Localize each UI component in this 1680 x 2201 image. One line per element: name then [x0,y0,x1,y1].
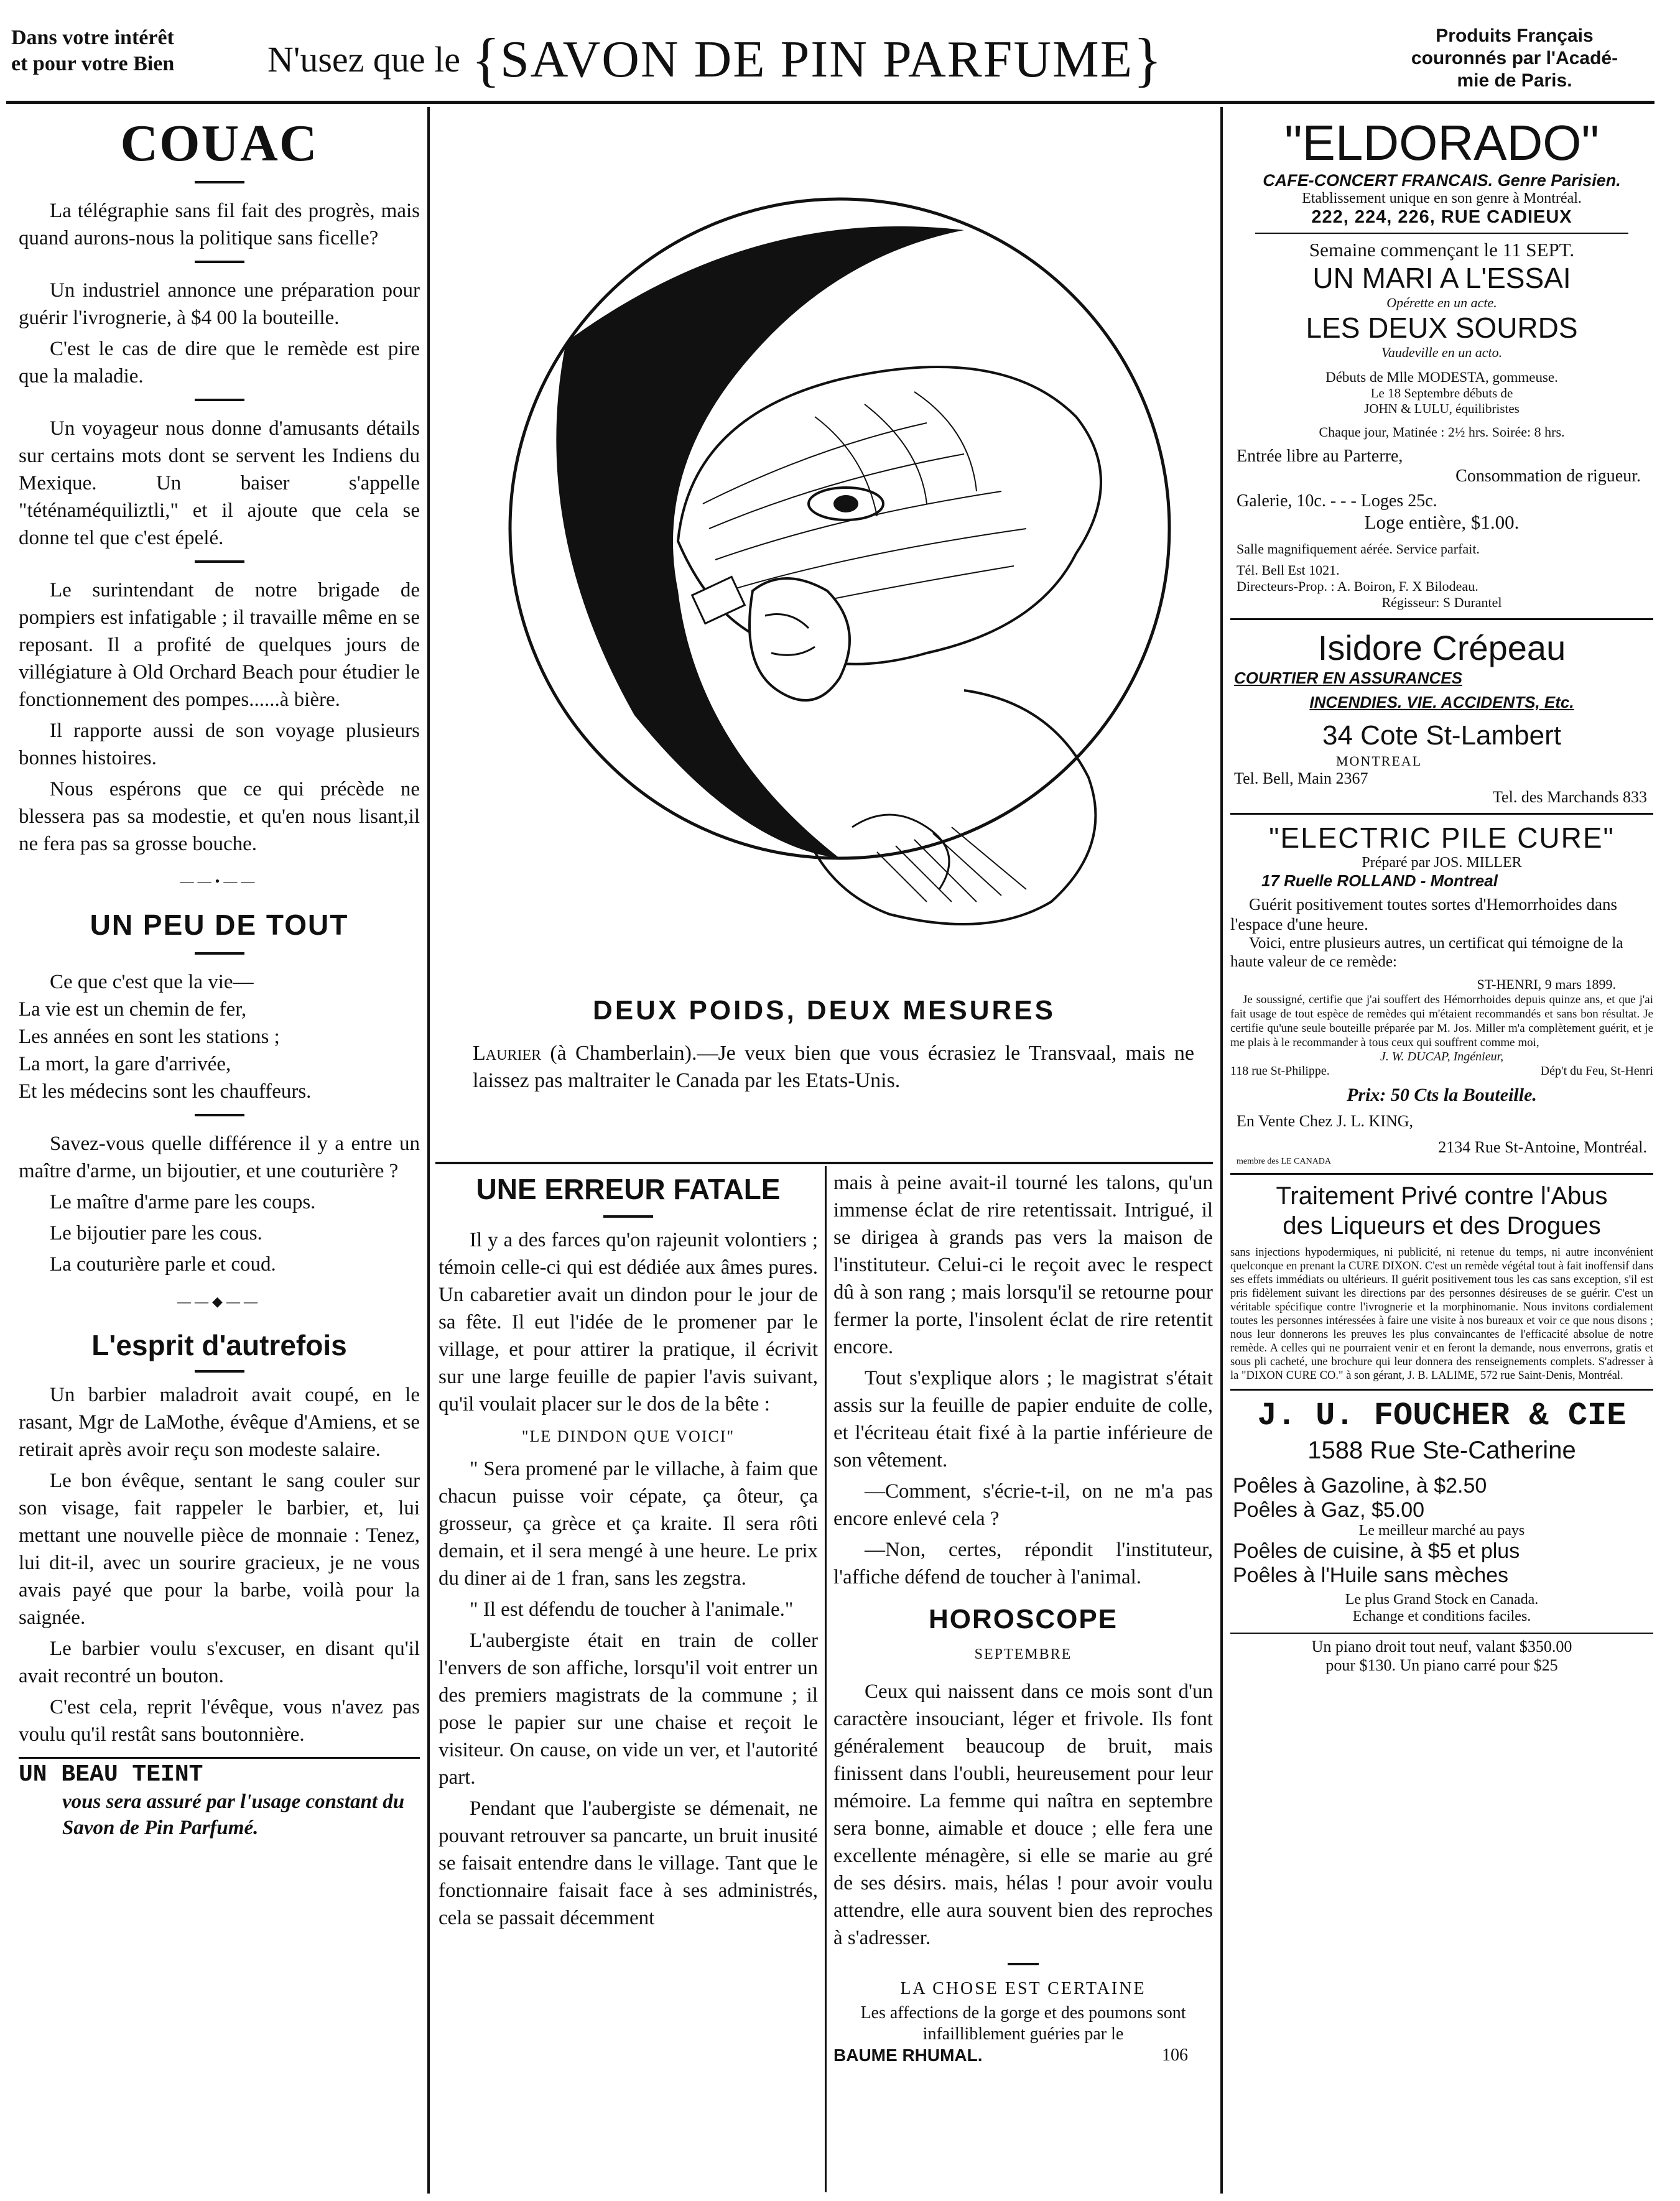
divider [1255,233,1628,234]
cartoon-bottom-rule [435,1162,1213,1164]
pile-address: 17 Ruelle ROLLAND - Montreal [1261,871,1498,890]
eldorado-debut: Débuts de Mlle MODESTA, gommeuse. [1325,369,1558,385]
pile-l1: Guérit positivement toutes sortes d'Hemorrhoides dans l'espace d'une heure. [1230,895,1618,934]
pile-sign2 [1230,1064,1653,1078]
erreur-para: —Non, certes, répondit l'instituteur, l'affiche défend de toucher à l'animal. [833,1539,1213,1588]
separator [195,1370,244,1373]
eldorado-debut: JOHN & LULU, équilibristes [1364,401,1520,416]
eldorado-show2: LES DEUX SOURDS [1306,312,1578,344]
eldorado-debut: Le 18 Septembre débuts de [1370,386,1513,401]
eldorado-week: Semaine commençant le 11 SEPT. [1309,239,1575,261]
eldorado-subtitle: CAFE-CONCERT FRANCAIS. Genre Parisien. [1263,171,1621,190]
pile-sign2a: 118 rue St-Philippe. [1230,1064,1330,1078]
couac-item: C'est le cas de dire que le remède est pire que la maladie. [19,338,420,387]
pile-sign: J. W. DUCAP, Ingénieur, [1380,1050,1504,1063]
pile-title: "ELECTRIC PILE CURE" [1269,822,1615,854]
separator [603,1215,653,1218]
crepeau-tel: Tel. Bell, Main 2367 [1234,769,1368,787]
foucher-name: J. U. FOUCHER & CIE [1257,1397,1627,1434]
poem-line: Et les médecins sont les chauffeurs. [19,1080,312,1103]
eldorado-address: 222, 224, 226, RUE CADIEUX [1311,207,1572,227]
foucher-line: Poêles à l'Huile sans mèches [1233,1564,1509,1587]
eldorado-entry: Consommation de rigueur. [1455,466,1641,486]
eldorado-show1-sub: Opérette en un acte. [1386,295,1497,310]
erreur-para: Tout s'explique alors ; le magistrat s'était assis sur la feuille de papier enduite de colle, et l'écriteau était fixé à la partie inférieure de son vêtement. [833,1367,1213,1471]
brace-left: { [471,26,501,93]
eldorado-salle: Salle magnifiquement aérée. Service parfait. [1237,541,1480,557]
couac-item: La télégraphie sans fil fait des progrès, mais quand aurons-nous la politique sans ficelle? [19,200,420,249]
foucher-line: Le plus Grand Stock en Canada. [1345,1592,1539,1608]
eldorado-tagline: Etablissement unique en son genre à Montréal. [1302,190,1582,206]
separator [195,952,244,955]
poem-line: Les années en sont les stations ; [19,1026,280,1048]
traitement-title: des Liqueurs et des Drogues [1283,1212,1601,1240]
foucher-address: 1588 Rue Ste-Catherine [1307,1437,1576,1464]
erreur-col2 [833,1169,1213,2066]
banner-product: SAVON DE PIN PARFUME [500,30,1134,88]
column-rule-middle [825,1166,827,2192]
erreur-para: " Sera promené par le villache, à faim que chacun puisse voir cépate, ça ôteur, ça grosseur, ça grèce et ça kraite. Il sera rôti demain, et il sera mengé à une heure. Le prix du diner ai de 1 fran, sans les zegstra. [439,1458,818,1590]
crepeau-city: MONTREAL [1336,753,1422,769]
cartoon-speaker: Laurier [473,1042,542,1065]
erreur-para: mais à peine avait-il tourné les talons, qu'un immense éclat de rire retentissait. Intrigué, il se dirigea à grands pas vers la maison de l'instituteur. Celui-ci le reçoit avec le respect dû à son rang ; mais lorsqu'il se retourne pour fermer la porte, l'insolent éclat de rire retentit encore. [833,1172,1213,1358]
column-rule-left [427,107,430,2194]
horoscope-month: SEPTEMBRE [974,1646,1072,1662]
eldorado-title: "ELDORADO" [1284,115,1599,170]
erreur-para: —Comment, s'écrie-t-il, on ne m'a pas encore enlevé cela ? [833,1480,1213,1530]
cartoon-caption-text: (à Chamberlain).—Je veux bien que vous écrasiez le Transvaal, mais ne laissez pas maltraiter le Canada par les Etats-Unis. [473,1042,1194,1092]
divider [1230,1389,1653,1391]
traitement-text: sans injections hypodermiques, ni publicité, ni retenue du temps, ni autre inconvénient quelconque en prenant la CURE DIXON. C'est un remède végétal tout à fait inoffensif dans ses effets immédiats ou ultérieurs. Il guérit positivement tous les cas sans exception, s'il est pris fidèlement suivant les directions par des personnes désireuses de se guérir. C'est un véritable spécifique contre l'ivrognerie et la morphinomanie. Nous invitons cordialement toutes les personnes intéressées à faire une visite à nos bureaux et voir ce que nous disons ; nous leur donnerons les preuves les plus convaincantes de l'efficacité absolue de notre remède. A celles qui ne pourraient venir et en feront la demande, nous enverrons, gratis et sous pli cacheté, une brochure qui leur donnera des renseignements complets. S'adresser à la "DIXON CURE CO." à son gérant, J. B. LALIME, 572 rue Saint-Denis, Montréal. [1230,1246,1653,1382]
chose-num: 106 [1162,2046,1188,2065]
separator [195,399,244,401]
eldorado-dir: Régisseur: S Durantel [1381,595,1502,610]
separator [195,560,244,563]
pile-price: Prix: 50 Cts la Bouteille. [1347,1085,1537,1105]
eldorado-show2-sub: Vaudeville en un acto. [1381,345,1503,360]
erreur-title: UNE ERREUR FATALE [476,1173,781,1205]
banner-prefix: N'usez que le [267,39,460,80]
foucher-line: Le meilleur marché au pays [1358,1522,1525,1539]
cartoon-caption [473,1040,1194,1095]
chose-text: Les affections de la gorge et des poumons sont infailliblement guéries par le [860,2003,1186,2044]
eldorado-times: Chaque jour, Matinée : 2½ hrs. Soirée: 8 hrs. [1319,424,1565,440]
separator [1008,1963,1039,1965]
esprit-title: L'esprit d'autrefois [91,1329,347,1361]
ornament-divider: ——◆—— [177,1294,261,1309]
eldorado-entry: Entrée libre au Parterre, [1237,447,1403,466]
poem-line: La mort, la gare d'arrivée, [19,1053,231,1075]
crepeau-tel: Tel. des Marchands 833 [1492,788,1647,806]
erreur-para: L'aubergiste était en train de coller l'envers de son affiche, lorsqu'il voit entrer un des premiers magistrats de la commune ; il pose le papier sur une chaise et reçoit le visiteur. On cause, on vide un ver, et l'autorité part. [439,1629,818,1789]
divider [1230,1633,1653,1634]
couac-item: Le surintendant de notre brigade de pompiers est infatigable ; il travaille même en se reposant. Il a profité de quelques jours de villégiature à Old Orchard Beach pour étudier le fonctionnement des pompes......à bière. [19,579,420,711]
pile-sale-addr: 2134 Rue St-Antoine, Montréal. [1438,1138,1647,1156]
riddle-line: Le maître d'arme pare les coups. [50,1191,316,1213]
foucher-line: Poêles à Gaz, $5.00 [1233,1498,1425,1522]
poem-line: La vie est un chemin de fer, [19,998,247,1021]
foucher-line: Poêles à Gazoline, à $2.50 [1233,1474,1487,1498]
esprit-para: Le barbier voulu s'excuser, en disant qu'il avait recontré un bouton. [19,1638,420,1687]
divider [1230,1173,1653,1175]
banner-right-line: mie de Paris. [1457,70,1572,91]
pile-sale-sub: membre des LE CANADA [1237,1157,1332,1166]
pile-sign2b: Dép't du Feu, St-Henri [1540,1064,1653,1078]
divider [1230,618,1653,620]
chose-title: LA CHOSE EST CERTAINE [900,1979,1146,1998]
erreur-para: Il y a des farces qu'on rajeunit volontiers ; témoin celle-ci qui est dédiée aux âmes pures. Un cabaretier avait un dindon pour le jour de sa fête. Il eut l'idée de le promener par le village, et pour attirer la pratique, il écrivit sur une large feuille de papier l'avis suivant, qu'il voulait placer sur le dos de la bête : [439,1229,818,1416]
divider [1230,813,1653,815]
foucher-line: Poêles de cuisine, à $5 et plus [1233,1539,1520,1563]
brace-right: } [1133,26,1163,93]
banner-left-line: et pour votre Bien [11,52,175,75]
eldorado-gallery: Galerie, 10c. - - - Loges 25c. [1237,491,1437,511]
pile-testimony: Je soussigné, certifie que j'ai souffert des Hémorrhoides depuis quinze ans, et que j'ai fait usage de tout espèce de remèdes qui m'étaient recommandés et sans bon résultat. Je certifie qu'une seule bouteille préparée par M. Jos. Miller m'a complètement guérit, et je me plais à le recommander à tous ceux qui souffrent comme moi, [1230,993,1653,1049]
eldorado-loge: Loge entière, $1.00. [1364,511,1520,533]
foucher-piano: Un piano droit tout neuf, valant $350.00 [1311,1638,1572,1656]
separator [195,181,244,183]
eldorado-dir: Directeurs-Prop. : A. Boiron, F. X Bilodeau. [1237,578,1478,594]
erreur-col1 [439,1169,818,1935]
esprit-para: Un barbier maladroit avait coupé, en le rasant, Mgr de LaMothe, évêque d'Amiens, et se retirait après avoir reçu son modeste salaire. [19,1384,420,1461]
riddle-line: Savez-vous quelle différence il y a entre un maître d'arme, un bijoutier, et une couturière ? [19,1133,420,1182]
crepeau-name: Isidore Crépeau [1317,628,1566,667]
banner-rule [6,101,1654,104]
foucher-piano: pour $130. Un piano carré pour $25 [1325,1656,1558,1674]
column-rule-right [1220,107,1223,2194]
esprit-para: C'est cela, reprit l'évêque, vous n'avez pas voulu qu'il restât sans boutonnière. [19,1696,420,1746]
couac-item: Un voyageur nous donne d'amusants détails sur certains mots dont se servent les Indiens du Mexique. Un baiser s'appelle "téténaméquiliztli," et il ajoute que cela se donne tel que c'est épelé. [19,417,420,549]
ornament-divider: ——•—— [180,873,259,889]
couac-item: Nous espérons que ce qui précède ne blessera pas sa modestie, et qu'en nous lisant,il ne fera pas sa grosse bouche. [19,778,420,855]
eldorado-show1: UN MARI A L'ESSAI [1312,262,1571,294]
pile-sale: En Vente Chez J. L. KING, [1237,1112,1414,1130]
traitement-title: Traitement Privé contre l'Abus [1276,1182,1608,1210]
banner-right-line: couronnés par l'Acadé- [1411,48,1618,68]
esprit-para: Le bon évêque, sentant le sang couler sur son visage, fait rappeler le barbier, et, lui mettant une nouvelle pièce de monnaie : Tenez, lui dit-il, avec un sourire gracieux, je ne vous avais payé que pour la barbe, voilà pour la saignée. [19,1470,420,1629]
couac-title: COUAC [120,114,318,172]
couac-item: Il rapporte aussi de son voyage plusieurs bonnes histoires. [19,720,420,769]
pile-l2: Voici, entre plusieurs autres, un certificat qui témoigne de la haute valeur de ce remède: [1230,935,1623,970]
crepeau-types: INCENDIES. VIE. ACCIDENTS, Etc. [1309,693,1574,711]
riddle-line: La couturière parle et coud. [50,1253,276,1276]
horoscope-text: Ceux qui naissent dans ce mois sont d'un caractère insouciant, léger et frivole. Ils font généralement beaucoup de bruit, mais finissent dans l'oubli, heureusement pour leur mémoire. La femme qui naîtra en septembre sera bonne, aimable et douce ; elle fera une excellente ménagère, si elle se marie au gré de ses désirs. mais, hélas ! pour avoir voulu attendre, elle aura souvent bien des reproches à s'adresser. [833,1680,1213,1949]
erreur-para: " Il est défendu de toucher à l'animale." [470,1598,794,1621]
foucher-line: Echange et conditions faciles. [1352,1608,1531,1624]
eldorado-tel: Tél. Bell Est 1021. [1237,562,1340,578]
chose-footer [833,2045,1213,2066]
right-column [1230,115,1653,1675]
pile-maker: Préparé par JOS. MILLER [1362,855,1522,871]
separator [195,1114,244,1116]
banner-left-line: Dans votre intérêt [11,26,174,49]
banner-right-line: Produits Français [1436,25,1594,46]
horoscope-title: HOROSCOPE [928,1604,1118,1634]
cartoon-drawing [491,155,1176,964]
notice-title: "LE DINDON QUE VOICI" [521,1427,735,1445]
beau-teint-text: vous sera assuré par l'usage constant du Savon de Pin Parfumé. [62,1791,405,1839]
divider [19,1757,420,1759]
poem-line: Ce que c'est que la vie— [50,971,254,993]
banner-right [1375,25,1654,92]
cartoon-title: DEUX POIDS, DEUX MESURES [593,995,1056,1026]
erreur-para: Pendant que l'aubergiste se démenait, ne pouvant retrouver sa pancarte, un bruit inusité se faisait entendre dans le village. Tant que le fonctionnaire faisait face à ses administrés, cela se passait décemment [439,1797,818,1929]
banner-left [11,25,254,77]
chose-product: BAUME RHUMAL. [833,2046,983,2065]
riddle-line: Le bijoutier pare les cous. [50,1222,262,1244]
banner-center [267,25,1362,94]
crepeau-address: 34 Cote St-Lambert [1322,720,1561,751]
peu-de-tout-title: UN PEU DE TOUT [90,909,349,941]
left-column [19,115,420,1841]
crepeau-title: COURTIER EN ASSURANCES [1234,669,1462,687]
cartoon-illustration [491,155,1176,964]
beau-teint-title: UN BEAU TEINT [19,1761,203,1788]
couac-item: Un industriel annonce une préparation pour guérir l'ivrognerie, à $4 00 la bouteille. [19,279,420,329]
pile-date: ST-HENRI, 9 mars 1899. [1477,976,1616,992]
separator [195,261,244,263]
poem [19,968,420,1105]
